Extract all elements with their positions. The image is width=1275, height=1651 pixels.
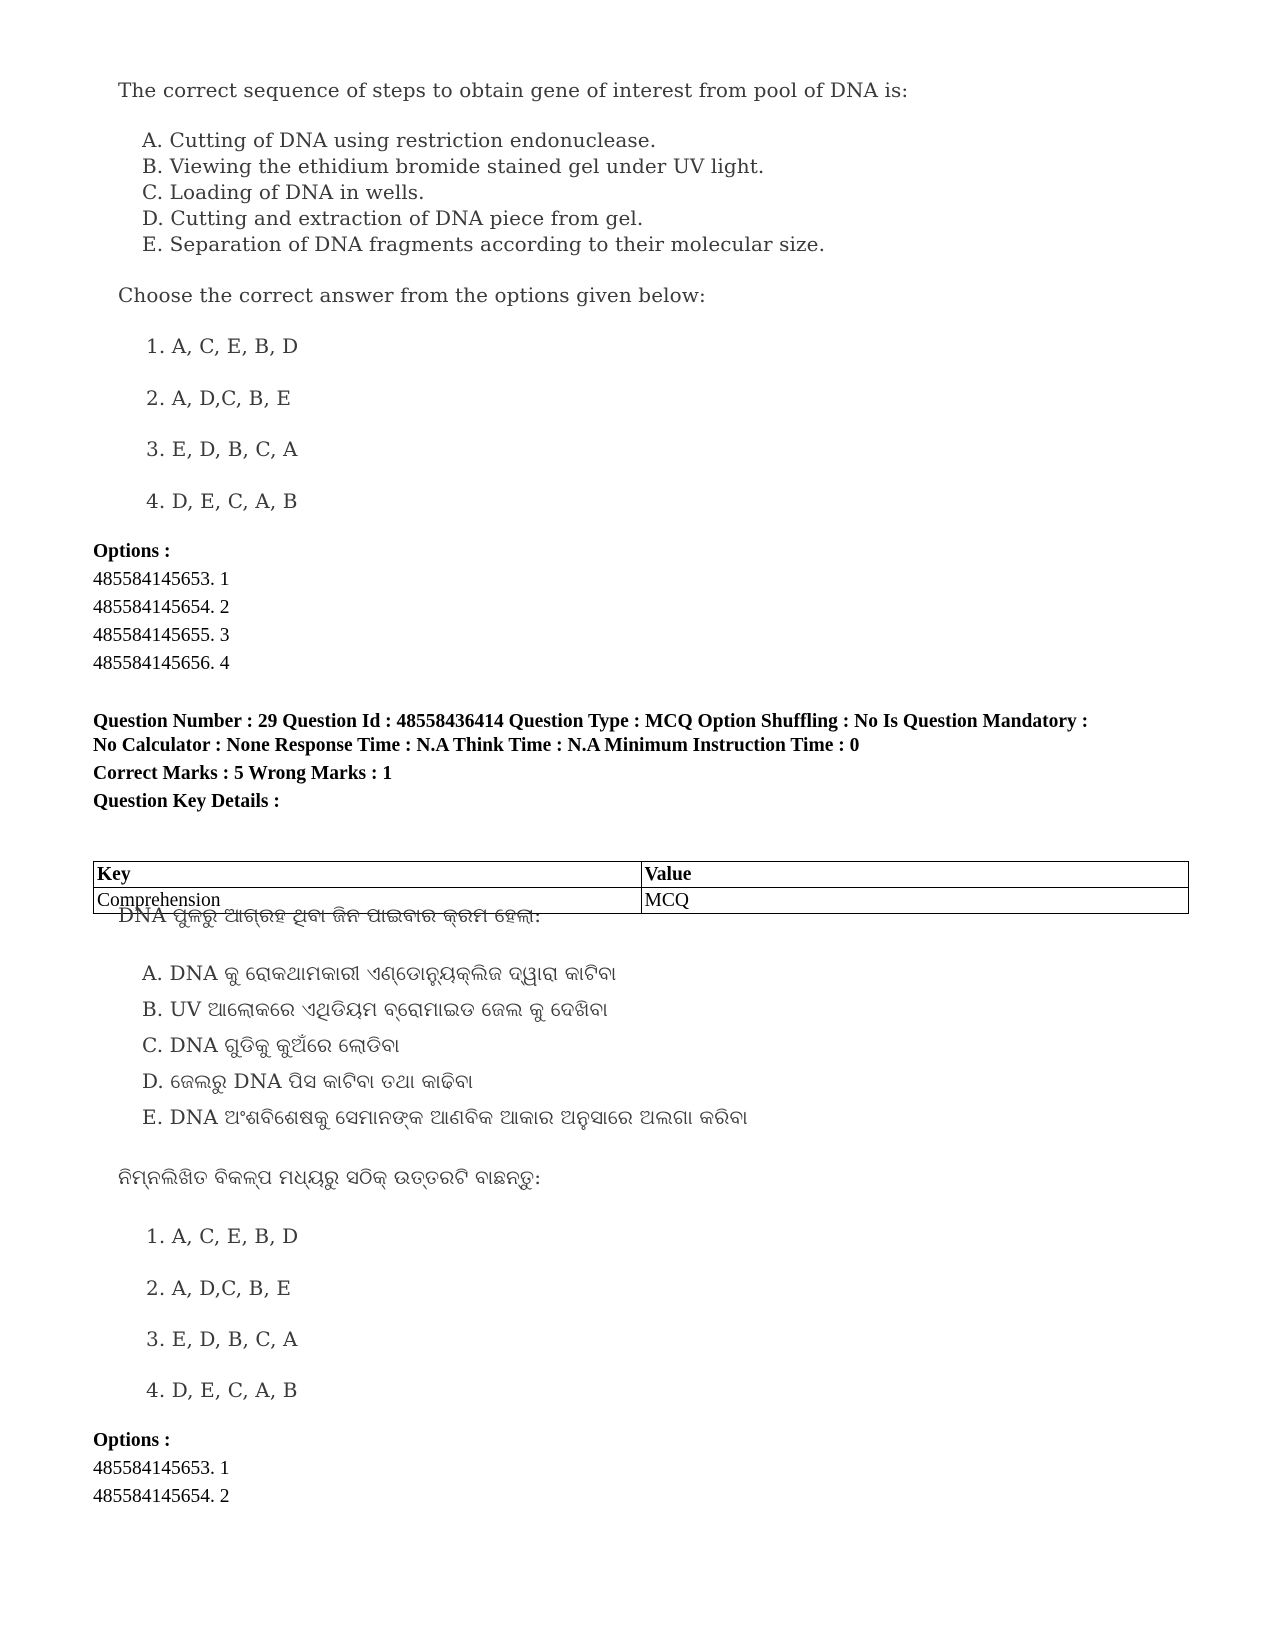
- q29-instruction: ନିମ୍ନଲିଖିତ ବିକଳ୍ପ ମଧ୍ୟରୁ ସଠିକ୍ ଉତ୍ତରଟି ବାଛନ୍ତୁ:: [118, 1165, 542, 1189]
- q29-marks: Correct Marks : 5 Wrong Marks : 1: [93, 763, 393, 784]
- q29-choice-3: 3. E, D, B, C, A: [146, 1327, 298, 1351]
- q28-option-3: 485584145655. 3: [93, 625, 230, 646]
- q28-statement-a: A. Cutting of DNA using restriction endonuclease.: [142, 128, 657, 152]
- q29-statement-d: D. ଜେଲରୁ DNA ପିସ କାଟିବା ତଥା କାଢିବା: [142, 1069, 474, 1093]
- q28-option-4: 485584145656. 4: [93, 653, 230, 674]
- q29-choice-4: 4. D, E, C, A, B: [146, 1378, 298, 1402]
- q29-stem: DNA ପୁଳରୁ ଆଗ୍ରହ ଥିବା ଜିନ ପାଇବାର କ୍ରମ ହେଲା:: [118, 903, 542, 927]
- q29-option-2: 485584145654. 2: [93, 1486, 230, 1507]
- q29-statement-b: B. UV ଆଲୋକରେ ଏଥିଡିୟମ ବ୍ରୋମାଇଡ ଜେଲ କୁ ଦେଖିବା: [142, 997, 608, 1021]
- q28-statement-d: D. Cutting and extraction of DNA piece from gel.: [142, 206, 644, 230]
- table-header-row: [94, 862, 1189, 888]
- q28-choice-1: 1. A, C, E, B, D: [146, 334, 299, 358]
- q29-option-1: 485584145653. 1: [93, 1458, 230, 1479]
- q29-statement-a: A. DNA କୁ ରୋକଥାମକାରୀ ଏଣ୍ଡୋନ୍ୟୁକ୍ଲିଜ ଦ୍ୱାରା କାଟିବା: [142, 961, 617, 985]
- q28-stem: The correct sequence of steps to obtain gene of interest from pool of DNA is:: [118, 78, 909, 102]
- q28-options-heading: Options :: [93, 541, 171, 562]
- q29-options-heading: Options :: [93, 1430, 171, 1451]
- table-header-key: Key: [94, 862, 642, 888]
- table-cell-value: MCQ: [641, 888, 1189, 914]
- q28-statement-c: C. Loading of DNA in wells.: [142, 180, 425, 204]
- q28-statement-e: E. Separation of DNA fragments according to their molecular size.: [142, 232, 826, 256]
- q29-statement-c: C. DNA ଗୁଡିକୁ କୁଅଁରେ ଲୋଡିବା: [142, 1033, 400, 1057]
- q29-meta-line2: No Calculator : None Response Time : N.A Think Time : N.A Minimum Instruction Time : 0: [93, 735, 860, 756]
- q29-key-details-heading: Question Key Details :: [93, 791, 280, 812]
- q29-choice-1: 1. A, C, E, B, D: [146, 1224, 299, 1248]
- q28-choice-3: 3. E, D, B, C, A: [146, 437, 298, 461]
- table-cell-key: Comprehension: [94, 888, 642, 914]
- q28-statement-b: B. Viewing the ethidium bromide stained gel under UV light.: [142, 154, 765, 178]
- q29-meta-line1: Question Number : 29 Question Id : 48558436414 Question Type : MCQ Option Shuffling : No Is Question Mandatory :: [93, 711, 1089, 732]
- q29-options: [93, 1427, 230, 1511]
- q28-choice-2: 2. A, D,C, B, E: [146, 386, 292, 410]
- q28-instruction: Choose the correct answer from the options given below:: [118, 283, 706, 307]
- q28-option-1: 485584145653. 1: [93, 569, 230, 590]
- q28-option-2: 485584145654. 2: [93, 597, 230, 618]
- q29-metadata: [93, 710, 1088, 758]
- q29-choice-2: 2. A, D,C, B, E: [146, 1276, 292, 1300]
- q28-options: [93, 538, 230, 678]
- table-header-value: Value: [641, 862, 1189, 888]
- q28-choice-4: 4. D, E, C, A, B: [146, 489, 298, 513]
- q29-statement-e: E. DNA ଅଂଶବିଶେଷକୁ ସେମାନଙ୍କ ଆଣବିକ ଆକାର ଅନୁସାରେ ଅଲଗା କରିବା: [142, 1105, 748, 1129]
